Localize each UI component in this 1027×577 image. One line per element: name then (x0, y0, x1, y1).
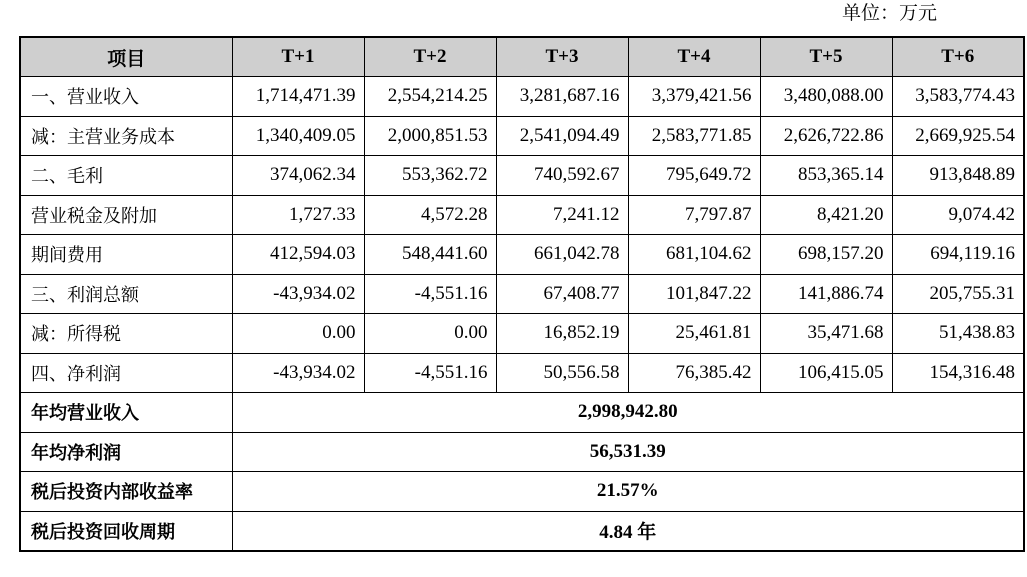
row-label: 四、净利润 (20, 353, 232, 393)
summary-row (20, 393, 1024, 433)
cell-value: 0.00 (364, 314, 496, 354)
cell-value: 853,365.14 (760, 156, 892, 196)
financial-forecast-table (19, 36, 1025, 552)
cell-value: 3,480,088.00 (760, 77, 892, 117)
row-label: 一、营业收入 (20, 77, 232, 117)
cell-value: 101,847.22 (628, 274, 760, 314)
table-row (20, 353, 1024, 393)
cell-value: 67,408.77 (496, 274, 628, 314)
cell-value: 694,119.16 (892, 235, 1024, 275)
cell-value: 795,649.72 (628, 156, 760, 196)
header-t2: T+2 (364, 37, 496, 77)
cell-value: 2,000,851.53 (364, 116, 496, 156)
table-row (20, 195, 1024, 235)
summary-label: 税后投资回收周期 (20, 511, 232, 551)
cell-value: 1,340,409.05 (232, 116, 364, 156)
cell-value: 3,379,421.56 (628, 77, 760, 117)
header-t4: T+4 (628, 37, 760, 77)
table-row (20, 274, 1024, 314)
cell-value: 8,421.20 (760, 195, 892, 235)
cell-value: 553,362.72 (364, 156, 496, 196)
cell-value: 7,797.87 (628, 195, 760, 235)
summary-value: 56,531.39 (232, 432, 1024, 472)
summary-row (20, 511, 1024, 551)
cell-value: -4,551.16 (364, 353, 496, 393)
cell-value: 154,316.48 (892, 353, 1024, 393)
table-row (20, 156, 1024, 196)
summary-value: 2,998,942.80 (232, 393, 1024, 433)
cell-value: 51,438.83 (892, 314, 1024, 354)
cell-value: 740,592.67 (496, 156, 628, 196)
row-label: 二、毛利 (20, 156, 232, 196)
header-item: 项目 (20, 37, 232, 77)
cell-value: 2,669,925.54 (892, 116, 1024, 156)
cell-value: 3,281,687.16 (496, 77, 628, 117)
table-row (20, 235, 1024, 275)
header-t6: T+6 (892, 37, 1024, 77)
cell-value: 25,461.81 (628, 314, 760, 354)
cell-value: 0.00 (232, 314, 364, 354)
header-t5: T+5 (760, 37, 892, 77)
summary-label: 税后投资内部收益率 (20, 472, 232, 512)
cell-value: 35,471.68 (760, 314, 892, 354)
cell-value: 2,541,094.49 (496, 116, 628, 156)
cell-value: 2,583,771.85 (628, 116, 760, 156)
row-label: 三、利润总额 (20, 274, 232, 314)
cell-value: 7,241.12 (496, 195, 628, 235)
row-label: 减：所得税 (20, 314, 232, 354)
table-row (20, 116, 1024, 156)
summary-value: 21.57% (232, 472, 1024, 512)
cell-value: 1,727.33 (232, 195, 364, 235)
row-label: 减：主营业务成本 (20, 116, 232, 156)
cell-value: 9,074.42 (892, 195, 1024, 235)
summary-label: 年均净利润 (20, 432, 232, 472)
cell-value: 141,886.74 (760, 274, 892, 314)
table-row (20, 314, 1024, 354)
summary-row (20, 432, 1024, 472)
cell-value: 412,594.03 (232, 235, 364, 275)
header-t1: T+1 (232, 37, 364, 77)
cell-value: 4,572.28 (364, 195, 496, 235)
cell-value: 681,104.62 (628, 235, 760, 275)
cell-value: 76,385.42 (628, 353, 760, 393)
summary-label: 年均营业收入 (20, 393, 232, 433)
cell-value: 205,755.31 (892, 274, 1024, 314)
cell-value: 2,626,722.86 (760, 116, 892, 156)
cell-value: 1,714,471.39 (232, 77, 364, 117)
cell-value: -43,934.02 (232, 274, 364, 314)
cell-value: -4,551.16 (364, 274, 496, 314)
cell-value: 661,042.78 (496, 235, 628, 275)
unit-label: 单位：万元 (841, 2, 937, 24)
table-row (20, 77, 1024, 117)
summary-row (20, 472, 1024, 512)
header-row (20, 37, 1024, 77)
cell-value: 2,554,214.25 (364, 77, 496, 117)
cell-value: 3,583,774.43 (892, 77, 1024, 117)
header-t3: T+3 (496, 37, 628, 77)
cell-value: 374,062.34 (232, 156, 364, 196)
row-label: 营业税金及附加 (20, 195, 232, 235)
cell-value: 50,556.58 (496, 353, 628, 393)
cell-value: 913,848.89 (892, 156, 1024, 196)
cell-value: 548,441.60 (364, 235, 496, 275)
cell-value: 16,852.19 (496, 314, 628, 354)
row-label: 期间费用 (20, 235, 232, 275)
cell-value: -43,934.02 (232, 353, 364, 393)
cell-value: 698,157.20 (760, 235, 892, 275)
cell-value: 106,415.05 (760, 353, 892, 393)
summary-value: 4.84 年 (232, 511, 1024, 551)
